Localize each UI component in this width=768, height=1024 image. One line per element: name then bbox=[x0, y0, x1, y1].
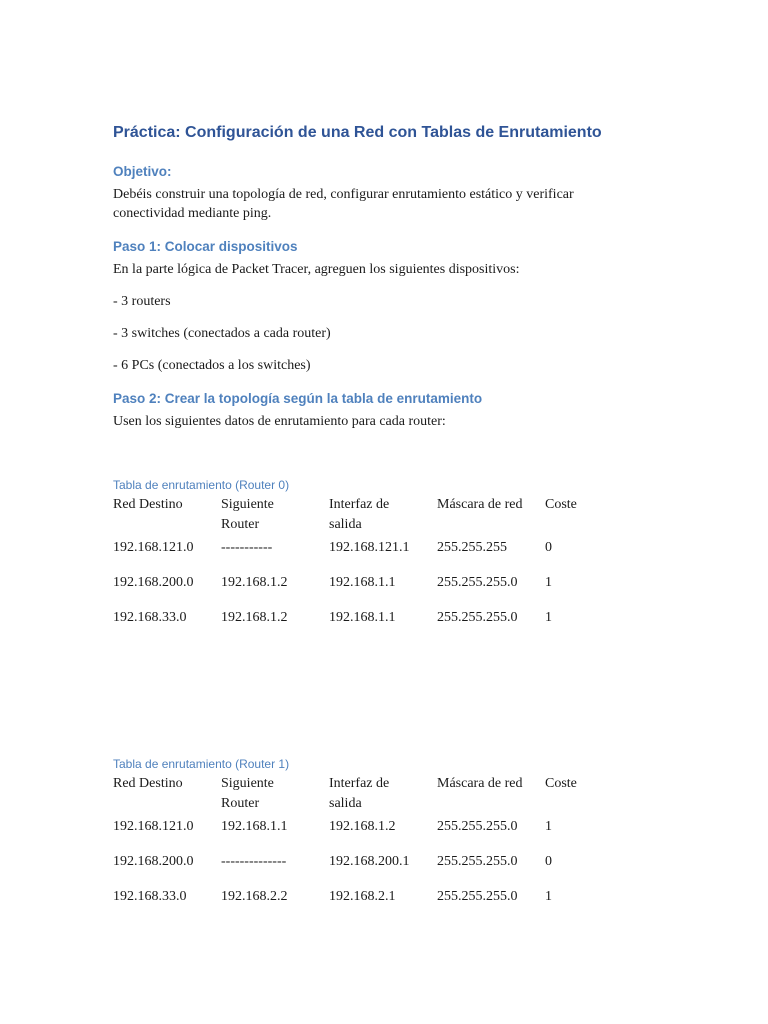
paso2-intro: Usen los siguientes datos de enrutamiento para cada router: bbox=[113, 414, 446, 429]
table-cell: 192.168.200.1 bbox=[329, 854, 410, 869]
table-row bbox=[113, 570, 635, 605]
list-item: - 3 routers bbox=[113, 294, 171, 309]
table-cell: 192.168.121.0 bbox=[113, 540, 194, 555]
column-header: Siguiente Router bbox=[221, 497, 274, 532]
table-cell: 1 bbox=[545, 575, 552, 590]
table-cell: 192.168.1.1 bbox=[329, 610, 396, 625]
table-cell: 192.168.33.0 bbox=[113, 889, 187, 904]
table-cell: -------------- bbox=[221, 854, 287, 869]
table-cell: 192.168.2.1 bbox=[329, 889, 396, 904]
table-cell: 192.168.2.2 bbox=[221, 889, 288, 904]
table-cell: 192.168.200.0 bbox=[113, 575, 194, 590]
table-cell: 192.168.1.2 bbox=[329, 819, 396, 834]
column-header: Interfaz de salida bbox=[329, 776, 390, 811]
table-cell: 0 bbox=[545, 540, 552, 555]
document-page bbox=[113, 0, 713, 1024]
column-header: Máscara de red bbox=[437, 776, 523, 791]
column-header: Máscara de red bbox=[437, 497, 523, 512]
column-header: Red Destino bbox=[113, 776, 183, 791]
column-header: Interfaz de salida bbox=[329, 497, 390, 532]
routing-table-router-1 bbox=[113, 774, 635, 919]
table-cell: 192.168.1.1 bbox=[221, 819, 288, 834]
document-title: Práctica: Configuración de una Red con Tablas de Enrutamiento bbox=[113, 124, 602, 141]
table-cell: 192.168.121.1 bbox=[329, 540, 410, 555]
table-cell: 255.255.255.0 bbox=[437, 610, 518, 625]
table-cell: 192.168.200.0 bbox=[113, 854, 194, 869]
list-item: - 6 PCs (conectados a los switches) bbox=[113, 358, 311, 373]
paso2-heading: Paso 2: Crear la topología según la tabla de enrutamiento bbox=[113, 391, 483, 406]
column-header: Coste bbox=[545, 497, 577, 512]
objetivo-text: Debéis construir una topología de red, configurar enrutamiento estático y verificar conectividad mediante ping. bbox=[113, 187, 574, 221]
table-row bbox=[113, 535, 635, 570]
table-cell: 192.168.1.2 bbox=[221, 575, 288, 590]
table-cell: 192.168.1.1 bbox=[329, 575, 396, 590]
table-cell: 255.255.255.0 bbox=[437, 819, 518, 834]
table-row bbox=[113, 884, 635, 919]
table-caption-router-0: Tabla de enrutamiento (Router 0) bbox=[113, 478, 290, 492]
table-cell: 0 bbox=[545, 854, 552, 869]
table-cell: 255.255.255.0 bbox=[437, 575, 518, 590]
column-header: Coste bbox=[545, 776, 577, 791]
table-cell: 255.255.255.0 bbox=[437, 854, 518, 869]
column-header: Siguiente Router bbox=[221, 776, 274, 811]
table-row bbox=[113, 605, 635, 640]
table-cell: 255.255.255 bbox=[437, 540, 507, 555]
table-cell: 1 bbox=[545, 889, 552, 904]
table-cell: 192.168.33.0 bbox=[113, 610, 187, 625]
table-header-row bbox=[113, 495, 635, 535]
list-item: - 3 switches (conectados a cada router) bbox=[113, 326, 331, 341]
table-cell: 192.168.121.0 bbox=[113, 819, 194, 834]
table-cell: 192.168.1.2 bbox=[221, 610, 288, 625]
paso1-intro: En la parte lógica de Packet Tracer, agreguen los siguientes dispositivos: bbox=[113, 262, 520, 277]
table-row bbox=[113, 814, 635, 849]
table-header-row bbox=[113, 774, 635, 814]
table-caption-router-1: Tabla de enrutamiento (Router 1) bbox=[113, 757, 290, 771]
table-cell: 255.255.255.0 bbox=[437, 889, 518, 904]
routing-table-router-0 bbox=[113, 495, 635, 640]
table-cell: ----------- bbox=[221, 540, 273, 555]
table-cell: 1 bbox=[545, 610, 552, 625]
objetivo-heading: Objetivo: bbox=[113, 164, 172, 179]
table-cell: 1 bbox=[545, 819, 552, 834]
column-header: Red Destino bbox=[113, 497, 183, 512]
table-row bbox=[113, 849, 635, 884]
paso1-heading: Paso 1: Colocar dispositivos bbox=[113, 239, 298, 254]
